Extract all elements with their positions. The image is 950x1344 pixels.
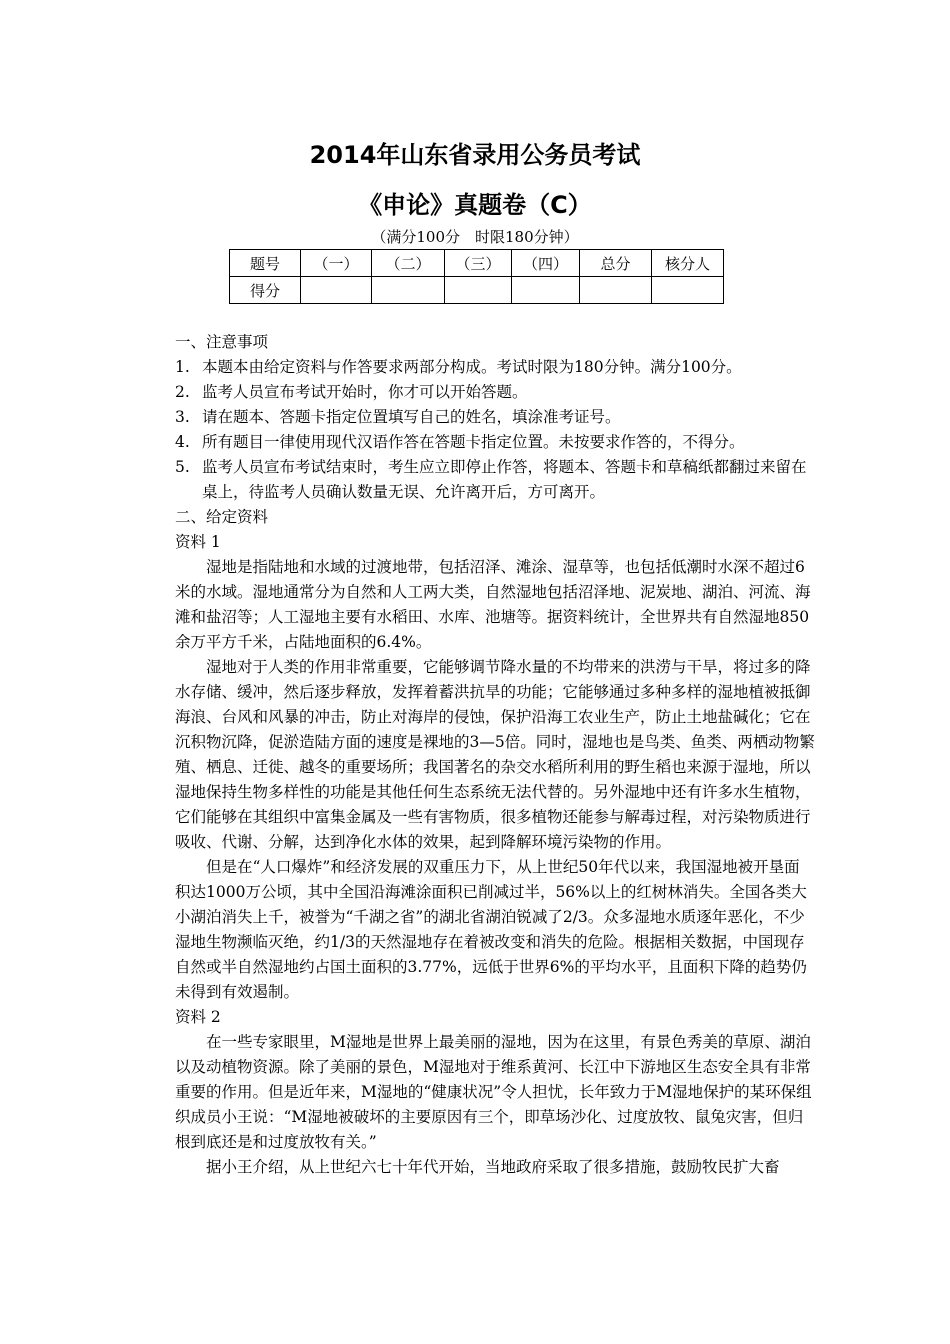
paragraph: 据小王介绍，从上世纪六七十年代开始，当地政府采取了很多措施，鼓励牧民扩大畜	[206, 1158, 780, 1176]
section-heading: 一、注意事项	[175, 333, 269, 351]
table-cell: 核分人	[652, 250, 724, 277]
score-input-cell[interactable]	[580, 277, 652, 304]
list-item-text: 监考人员宣布考试结束时，考生应立即停止作答，将题本、答题卡和草稿纸都翻过来留在桌上，待监考人员确认数量无误、允许离开后，方可离开。	[202, 458, 807, 501]
paragraph: 在一些专家眼里，M湿地是世界上最美丽的湿地，因为在这里，有景色秀美的草原、湖泊以及动植物资源。除了美丽的景色，M湿地对于维系黄河、长江中下游地区生态安全具有非常重要的作用。但是近年来，M湿地的“健康状况”令人担忧，长年致力于M湿地保护的某环保组织成员小王说：“M湿地被破坏的主要原因有三个，即草场沙化、过度放牧、鼠兔灾害，但归根到底还是和过度放牧有关。”	[175, 1033, 812, 1151]
section-heading: 二、给定资料	[175, 508, 269, 526]
list-item	[175, 380, 815, 405]
exam-title: 2014年山东省录用公务员考试	[309, 141, 641, 169]
score-table-score-row	[230, 277, 724, 304]
list-item	[175, 455, 815, 505]
score-input-cell[interactable]	[652, 277, 724, 304]
list-item-text: 本题本由给定资料与作答要求两部分构成。考试时限为180分钟。满分100分。	[202, 358, 742, 376]
score-input-cell[interactable]	[372, 277, 445, 304]
list-item-number: 3.	[175, 408, 190, 426]
score-input-cell[interactable]	[512, 277, 580, 304]
score-table	[229, 249, 724, 304]
score-table-header-row	[230, 250, 724, 277]
list-item-number: 5.	[175, 458, 190, 476]
table-cell: 题号	[230, 250, 301, 277]
table-cell: 总分	[580, 250, 652, 277]
list-item-text: 监考人员宣布考试开始时，你才可以开始答题。	[202, 383, 528, 401]
document-body	[175, 330, 815, 1180]
paragraph: 湿地对于人类的作用非常重要，它能够调节降水量的不均带来的洪涝与干旱，将过多的降水存储、缓冲，然后逐步释放，发挥着蓄洪抗旱的功能；它能够通过多种多样的湿地植被抵御海浪、台风和风暴的冲击，防止对海岸的侵蚀，保护沿海工农业生产，防止土地盐碱化；它在沉积物沉降，促淤造陆方面的速度是裸地的3—5倍。同时，湿地也是鸟类、鱼类、两栖动物繁殖、栖息、迁徙、越冬的重要场所；我国著名的杂交水稻所利用的野生稻也来源于湿地，所以湿地保持生物多样性的功能是其他任何生态系统无法代替的。另外湿地中还有许多水生植物，它们能够在其组织中富集金属及一些有害物质，很多植物还能参与解毒过程，对污染物质进行吸收、代谢、分解，达到净化水体的效果，起到降解环境污染物的作用。	[175, 658, 815, 851]
exam-score-time-note: （满分100分 时限180分钟）	[371, 228, 579, 246]
score-input-cell[interactable]	[301, 277, 372, 304]
exam-subtitle-title: 《申论》真题卷（C）	[358, 191, 592, 219]
score-input-cell[interactable]	[445, 277, 512, 304]
paragraph: 但是在“人口爆炸”和经济发展的双重压力下，从上世纪50年代以来，我国湿地被开垦面积达1000万公顷，其中全国沿海滩涂面积已削减过半，56%以上的红树林消失。全国各类大小湖泊消失上千，被誉为“千湖之省”的湖北省湖泊锐减了2/3。众多湿地水质逐年恶化，不少湿地生物濒临灭绝，约1/3的天然湿地存在着被改变和消失的危险。根据相关数据，中国现存自然或半自然湿地约占国土面积的3.77%，远低于世界6%的平均水平，且面积下降的趋势仍未得到有效遏制。	[175, 858, 807, 1001]
material-label: 资料 1	[175, 533, 221, 551]
list-item-number: 4.	[175, 433, 190, 451]
table-cell: （四）	[512, 250, 580, 277]
list-item-text: 所有题目一律使用现代汉语作答在答题卡指定位置。未按要求作答的，不得分。	[202, 433, 745, 451]
list-item-number: 2.	[175, 383, 190, 401]
list-item-text: 请在题本、答题卡指定位置填写自己的姓名，填涂准考证号。	[202, 408, 621, 426]
table-cell: 得分	[230, 277, 301, 304]
list-item-number: 1.	[175, 358, 190, 376]
list-item	[175, 355, 815, 380]
list-item	[175, 430, 815, 455]
table-cell: （一）	[301, 250, 372, 277]
material-label: 资料 2	[175, 1008, 221, 1026]
table-cell: （二）	[372, 250, 445, 277]
list-item	[175, 405, 815, 430]
paragraph: 湿地是指陆地和水域的过渡地带，包括沼泽、滩涂、湿草等，也包括低潮时水深不超过6米的水域。湿地通常分为自然和人工两大类，自然湿地包括沼泽地、泥炭地、湖泊、河流、海滩和盐沼等；人工湿地主要有水稻田、水库、池塘等。据资料统计，全世界共有自然湿地850余万平方千米，占陆地面积的6.4%。	[175, 558, 811, 651]
table-cell: （三）	[445, 250, 512, 277]
